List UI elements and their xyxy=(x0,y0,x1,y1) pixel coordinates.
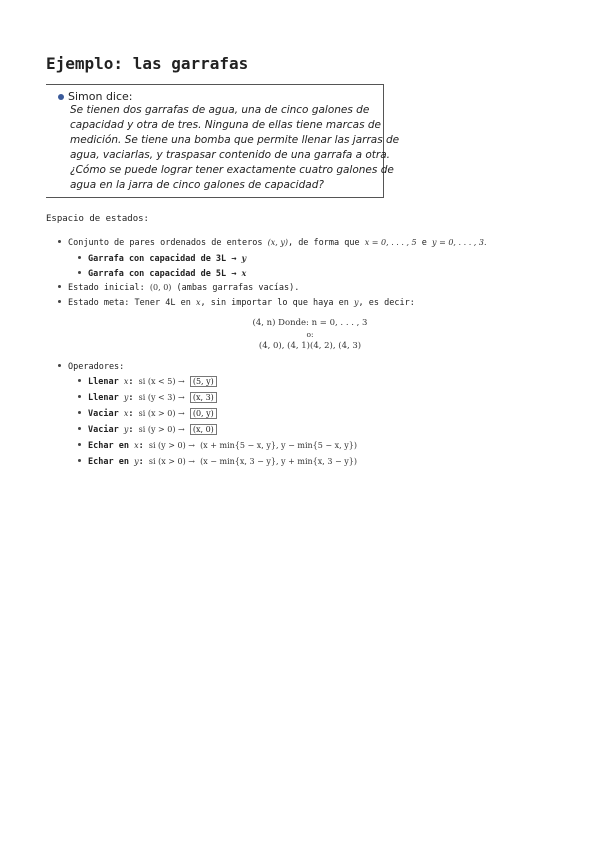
goal-rest: , es decir: xyxy=(358,298,415,308)
sub-math: x xyxy=(241,268,247,278)
pairs-x-range: x = 0, . . . , 5 xyxy=(364,238,417,247)
initial-rest: (ambas garrafas vacías). xyxy=(176,283,300,293)
operator-condition: si (y > 0) → xyxy=(138,425,185,434)
operator-condition: si (x < 5) → xyxy=(138,377,185,386)
operator-result: (5, y) xyxy=(190,376,217,387)
bullet-dot-icon xyxy=(78,427,81,430)
operator-item: Echar en x: si (y > 0) → (x + min{5 − x, y}, y − min{5 − x, y}) xyxy=(78,441,357,451)
list-item-initial xyxy=(58,283,299,293)
operator-var: x xyxy=(123,409,129,418)
operator-var: y xyxy=(123,393,129,402)
list-item-goal xyxy=(58,298,415,308)
pairs-prefix: Conjunto de pares ordenados de enteros xyxy=(68,238,263,248)
goal-math-y: y xyxy=(354,298,359,307)
operator-label: Llenar xyxy=(88,393,119,403)
operator-item: Llenar y: si (y < 3) → (x, 3) xyxy=(78,393,217,403)
operator-var: y xyxy=(123,425,129,434)
goal-prefix: Estado meta: Tener 4L en xyxy=(68,298,191,308)
list-item-sub xyxy=(78,268,246,279)
bullet-dot-icon xyxy=(78,271,81,274)
bullet-dot-icon xyxy=(78,256,81,259)
operator-item: Vaciar y: si (y > 0) → (x, 0) xyxy=(78,425,217,435)
bullet-dot-icon xyxy=(78,443,81,446)
quote-line: capacidad y otra de tres. Ninguna de ellas tiene marcas de xyxy=(70,119,382,131)
operator-label: Llenar xyxy=(88,377,119,387)
initial-math: (0, 0) xyxy=(149,283,172,292)
quote-line: agua en la jarra de cinco galones de capacidad? xyxy=(70,179,324,191)
goal-formula-or: o: xyxy=(306,330,314,339)
sub-text: Garrafa con capacidad de 3L → xyxy=(88,254,237,264)
list-item-sub xyxy=(78,253,246,264)
operator-result: (x, 0) xyxy=(190,424,217,435)
operator-result: (x − min{x, 3 − y}, y + min{x, 3 − y}) xyxy=(200,457,357,466)
operator-condition: si (x > 0) → xyxy=(138,409,185,418)
operator-var: x xyxy=(134,441,139,450)
bullet-dot-icon xyxy=(78,395,81,398)
operator-condition: si (y < 3) → xyxy=(138,393,185,402)
list-item-pairs xyxy=(58,238,487,248)
operator-label: Vaciar xyxy=(88,425,119,435)
bullet-dot-icon xyxy=(58,240,61,243)
bullet-dot-icon xyxy=(58,285,61,288)
operator-result: (x, 3) xyxy=(190,392,217,403)
pairs-mid: , de forma que xyxy=(287,238,360,248)
pairs-math: (x, y) xyxy=(267,238,288,247)
bullet-dot-icon xyxy=(58,364,61,367)
quote-heading: Simon dice: xyxy=(68,90,133,103)
quote-line: medición. Se tiene una bomba que permite llenar las jarras de xyxy=(70,134,400,146)
goal-formula-list: (4, 0), (4, 1)(4, 2), (4, 3) xyxy=(258,341,362,351)
initial-label: Estado inicial: xyxy=(68,283,145,293)
state-space-heading: Espacio de estados: xyxy=(46,214,149,224)
goal-math-x: x xyxy=(195,298,201,307)
operator-label: Echar en xyxy=(88,441,129,451)
bullet-dot-icon xyxy=(78,459,81,462)
bullet-dot-icon xyxy=(78,379,81,382)
goal-formula: (4, n) Donde: n = 0, . . . , 3 xyxy=(252,318,368,328)
operator-result: (x + min{5 − x, y}, y − min{5 − x, y}) xyxy=(200,441,357,450)
quote-line: agua, vaciarlas, y traspasar contenido de una garrafa a otra. xyxy=(70,149,391,161)
goal-mid: , sin importar lo que haya en xyxy=(200,298,349,308)
page-title: Ejemplo: las garrafas xyxy=(46,54,249,73)
operator-label: Echar en xyxy=(88,457,129,467)
sub-text: Garrafa con capacidad de 5L → xyxy=(88,269,237,279)
list-item-operators xyxy=(58,362,124,372)
operator-label: Vaciar xyxy=(88,409,119,419)
quote-line: ¿Cómo se puede lograr tener exactamente cuatro galones de xyxy=(70,164,394,176)
operator-condition: si (y > 0) → xyxy=(148,441,195,450)
pairs-conj: e xyxy=(421,238,427,248)
pairs-y-range: y = 0, . . . , 3. xyxy=(432,238,487,247)
operator-item: Vaciar x: si (x > 0) → (0, y) xyxy=(78,409,217,419)
bullet-dot-icon xyxy=(58,300,61,303)
operators-heading: Operadores: xyxy=(68,362,125,372)
operator-result: (0, y) xyxy=(190,408,217,419)
sub-math: y xyxy=(241,253,247,263)
operator-item: Echar en y: si (x > 0) → (x − min{x, 3 − y}, y + min{x, 3 − y}) xyxy=(78,457,357,467)
operator-condition: si (x > 0) → xyxy=(148,457,195,466)
quote-line: Se tienen dos garrafas de agua, una de cinco galones de xyxy=(70,104,370,116)
operator-var: x xyxy=(123,377,129,386)
operator-var: y xyxy=(134,457,139,466)
operator-item: Llenar x: si (x < 5) → (5, y) xyxy=(78,377,217,387)
bullet-dot-icon xyxy=(78,411,81,414)
